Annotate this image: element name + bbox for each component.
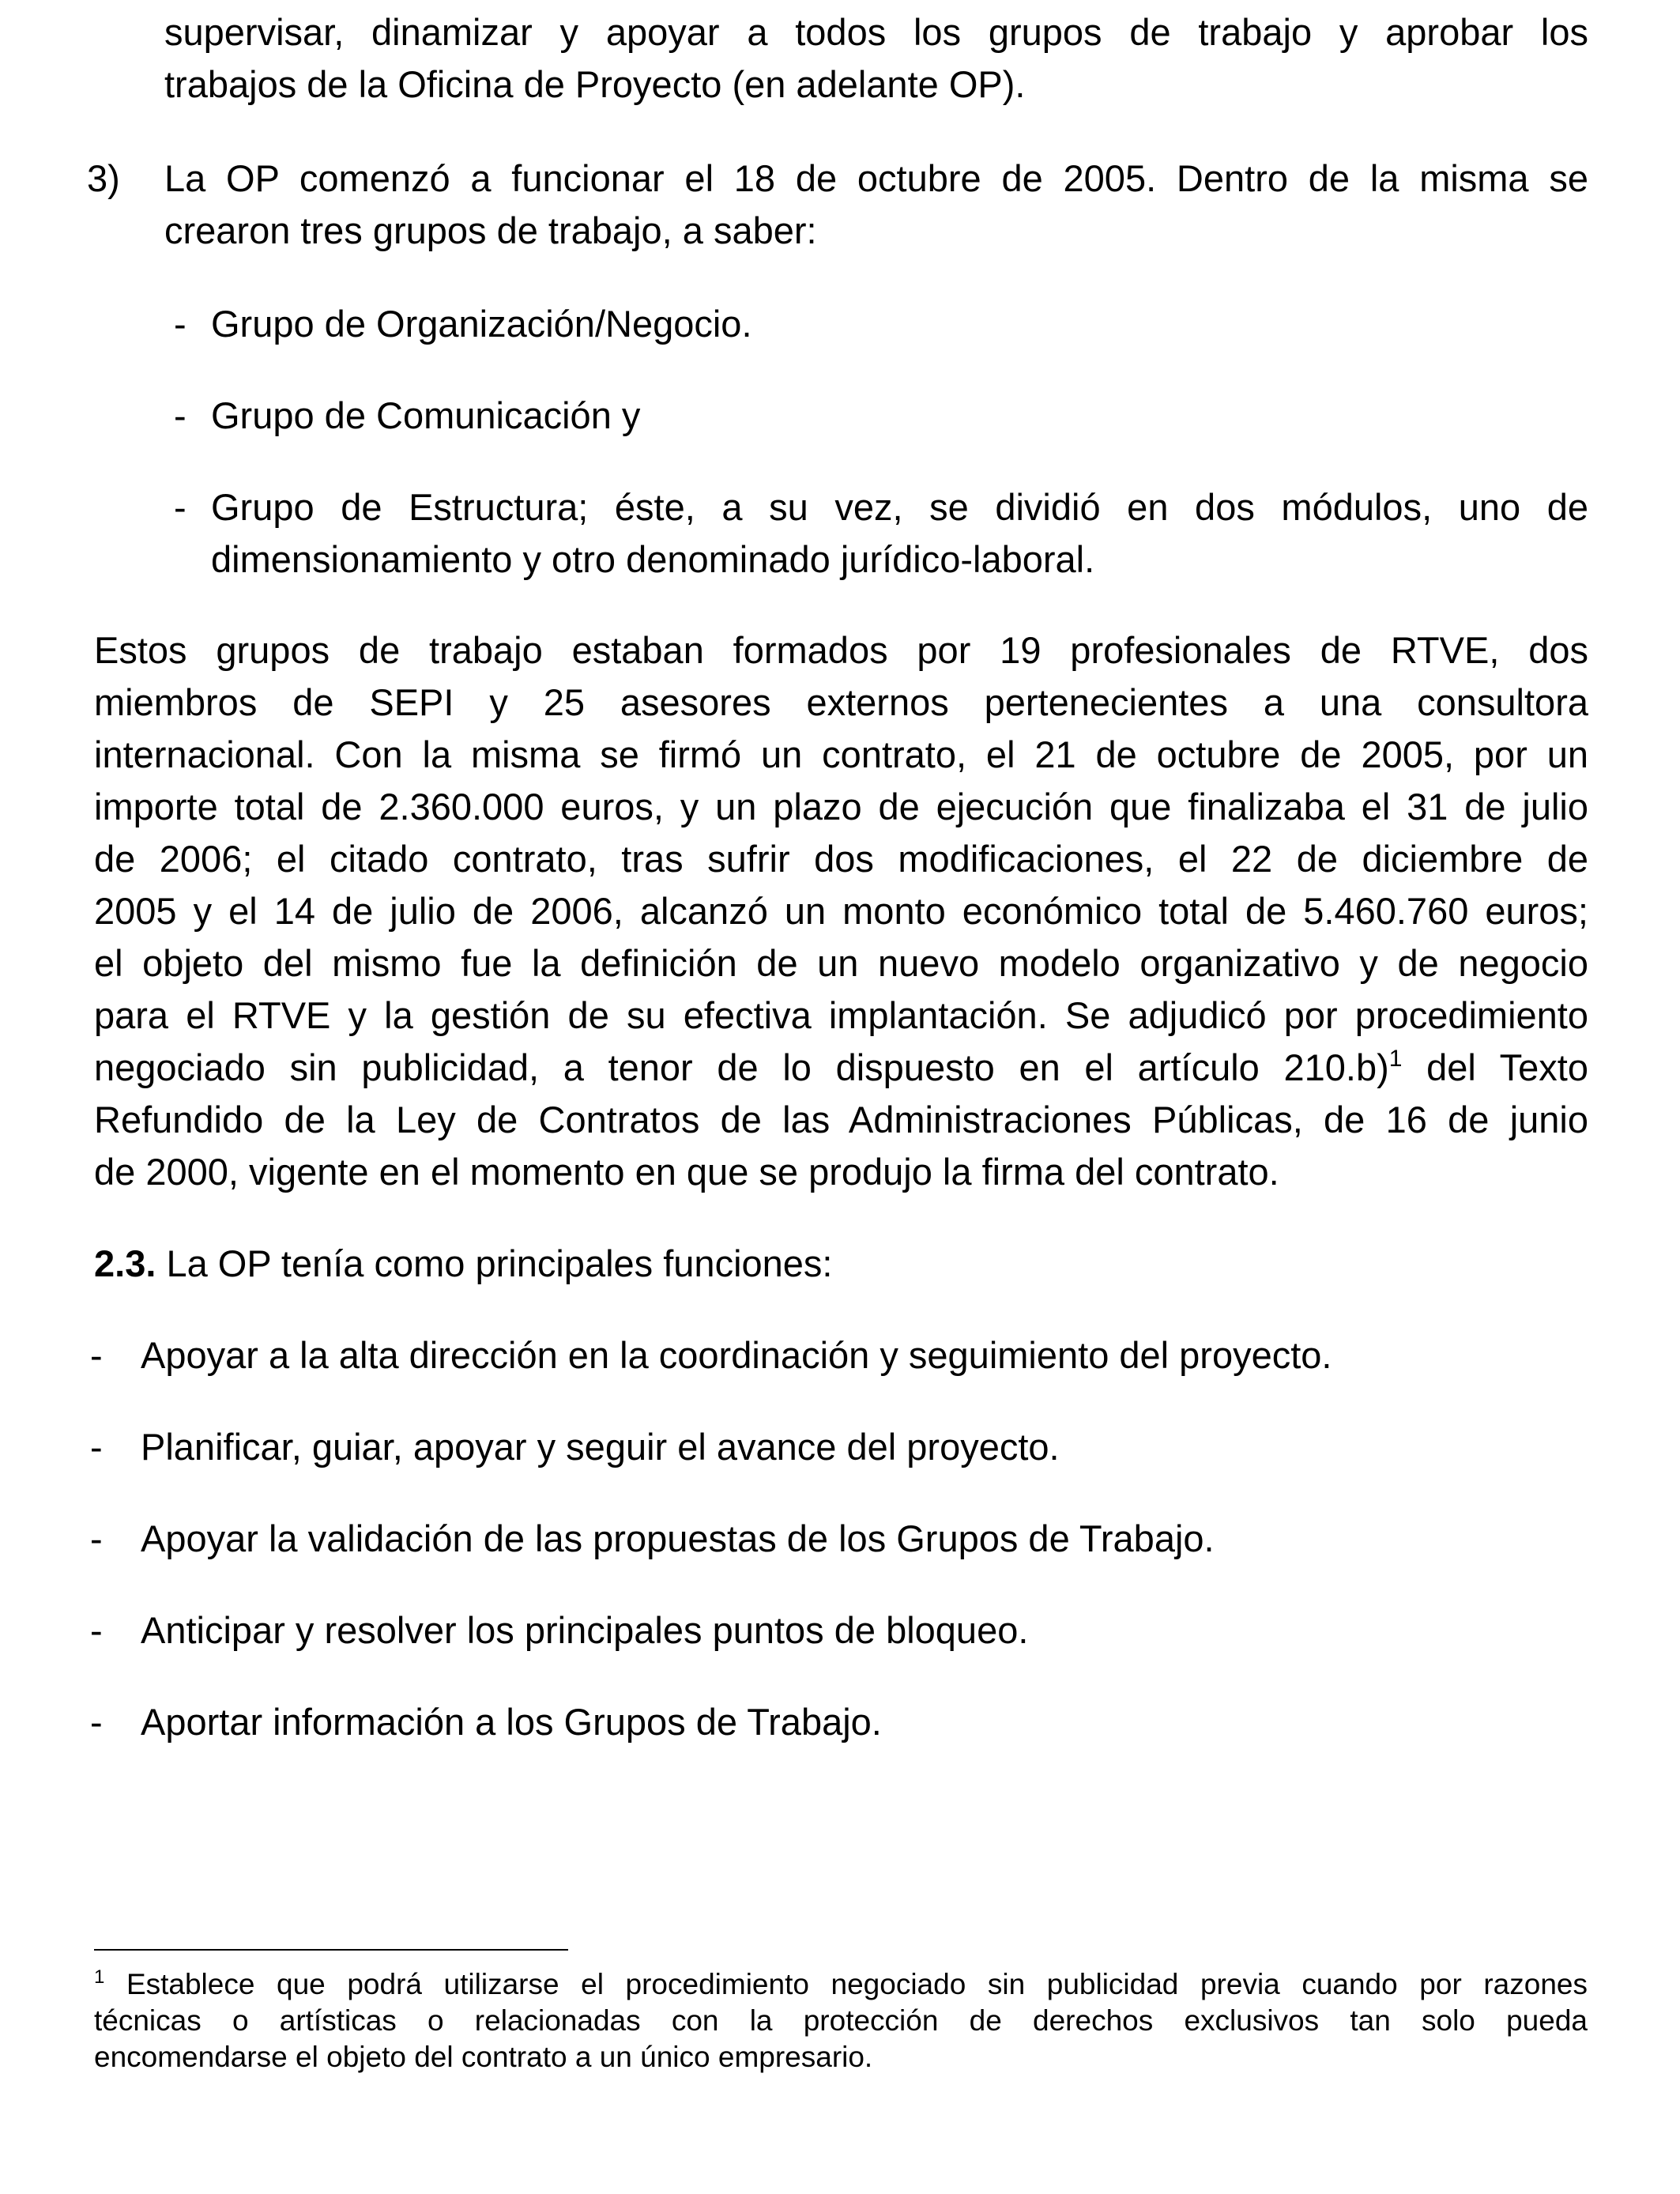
footnote-separator xyxy=(94,1949,568,1951)
footnote xyxy=(94,1966,1588,2075)
paragraph-line: el objeto del mismo fue la definición de un nuevo modelo organizativo y de negocio xyxy=(94,942,1588,984)
paragraph-line: para el RTVE y la gestión de su efectiva implantación. Se adjudicó por procedimiento xyxy=(94,994,1588,1036)
paragraph-line: Estos grupos de trabajo estaban formados por 19 profesionales de RTVE, dos xyxy=(94,629,1588,671)
footnote-reference[interactable]: 1 xyxy=(1388,1046,1403,1072)
function-dash: - xyxy=(90,1609,103,1651)
function-dash: - xyxy=(90,1334,103,1376)
paragraph-line-9-start: negociado sin publicidad, a tenor de lo dispuesto en el artículo 210.b) xyxy=(94,1046,1389,1088)
section-title: La OP tenía como principales funciones: xyxy=(156,1242,833,1284)
paragraph-line: internacional. Con la misma se firmó un contrato, el 21 de octubre de 2005, por un xyxy=(94,733,1588,775)
function-item: Apoyar a la alta dirección en la coordinación y seguimiento del proyecto. xyxy=(141,1334,1332,1376)
group-item-organizacion: Grupo de Organización/Negocio. xyxy=(211,303,752,345)
function-item: Anticipar y resolver los principales puntos de bloqueo. xyxy=(141,1609,1029,1651)
group-item-estructura-line-1: Grupo de Estructura; éste, a su vez, se dividió en dos módulos, uno de xyxy=(211,486,1588,528)
footnote-text-1: Establece que podrá utilizarse el procedimiento negociado sin publicidad previa cuando por razones xyxy=(104,1968,1588,2000)
paragraph-line-with-footnote xyxy=(94,1042,1588,1094)
paragraph-line: 2005 y el 14 de julio de 2006, alcanzó un monto económico total de 5.460.760 euros; xyxy=(94,890,1588,932)
group-dash-3: - xyxy=(174,486,186,528)
function-item: Apoyar la validación de las propuestas de los Grupos de Trabajo. xyxy=(141,1517,1215,1559)
paragraph-line: miembros de SEPI y 25 asesores externos pertenecientes a una consultora xyxy=(94,681,1588,723)
item-3-line-2: crearon tres grupos de trabajo, a saber: xyxy=(164,209,817,251)
function-dash: - xyxy=(90,1701,103,1743)
continuation-line-2: trabajos de la Oficina de Proyecto (en adelante OP). xyxy=(164,63,1026,105)
function-dash: - xyxy=(90,1517,103,1559)
footnote-line-2: técnicas o artísticas o relacionadas con la protección de derechos exclusivos tan solo pueda xyxy=(94,2004,1588,2037)
paragraph-line: de 2000, vigente en el momento en que se produjo la firma del contrato. xyxy=(94,1151,1279,1193)
group-item-comunicacion: Grupo de Comunicación y xyxy=(211,394,641,436)
item-3-line-1: La OP comenzó a funcionar el 18 de octubre de 2005. Dentro de la misma se xyxy=(164,157,1588,199)
paragraph-line: importe total de 2.360.000 euros, y un plazo de ejecución que finalizaba el 31 de julio xyxy=(94,786,1588,827)
paragraph-line-9-end: del Texto xyxy=(1402,1046,1588,1088)
function-dash: - xyxy=(90,1426,103,1468)
footnote-line-1 xyxy=(94,1966,1588,2003)
group-dash-1: - xyxy=(174,303,186,345)
group-item-estructura-line-2: dimensionamiento y otro denominado jurídico-laboral. xyxy=(211,538,1095,580)
section-number: 2.3. xyxy=(94,1242,156,1284)
item-3-number: 3) xyxy=(87,157,120,199)
section-heading xyxy=(94,1238,1588,1290)
footnote-line-3: encomendarse el objeto del contrato a un único empresario. xyxy=(94,2041,873,2073)
paragraph-line: de 2006; el citado contrato, tras sufrir dos modificaciones, el 22 de diciembre de xyxy=(94,838,1588,880)
group-dash-2: - xyxy=(174,394,186,436)
footnote-number: 1 xyxy=(94,1966,105,1988)
function-item: Aportar información a los Grupos de Trabajo. xyxy=(141,1701,882,1743)
continuation-line-1: supervisar, dinamizar y apoyar a todos los grupos de trabajo y aprobar los xyxy=(164,11,1588,53)
function-item: Planificar, guiar, apoyar y seguir el avance del proyecto. xyxy=(141,1426,1060,1468)
paragraph-line: Refundido de la Ley de Contratos de las Administraciones Públicas, de 16 de junio xyxy=(94,1099,1588,1140)
